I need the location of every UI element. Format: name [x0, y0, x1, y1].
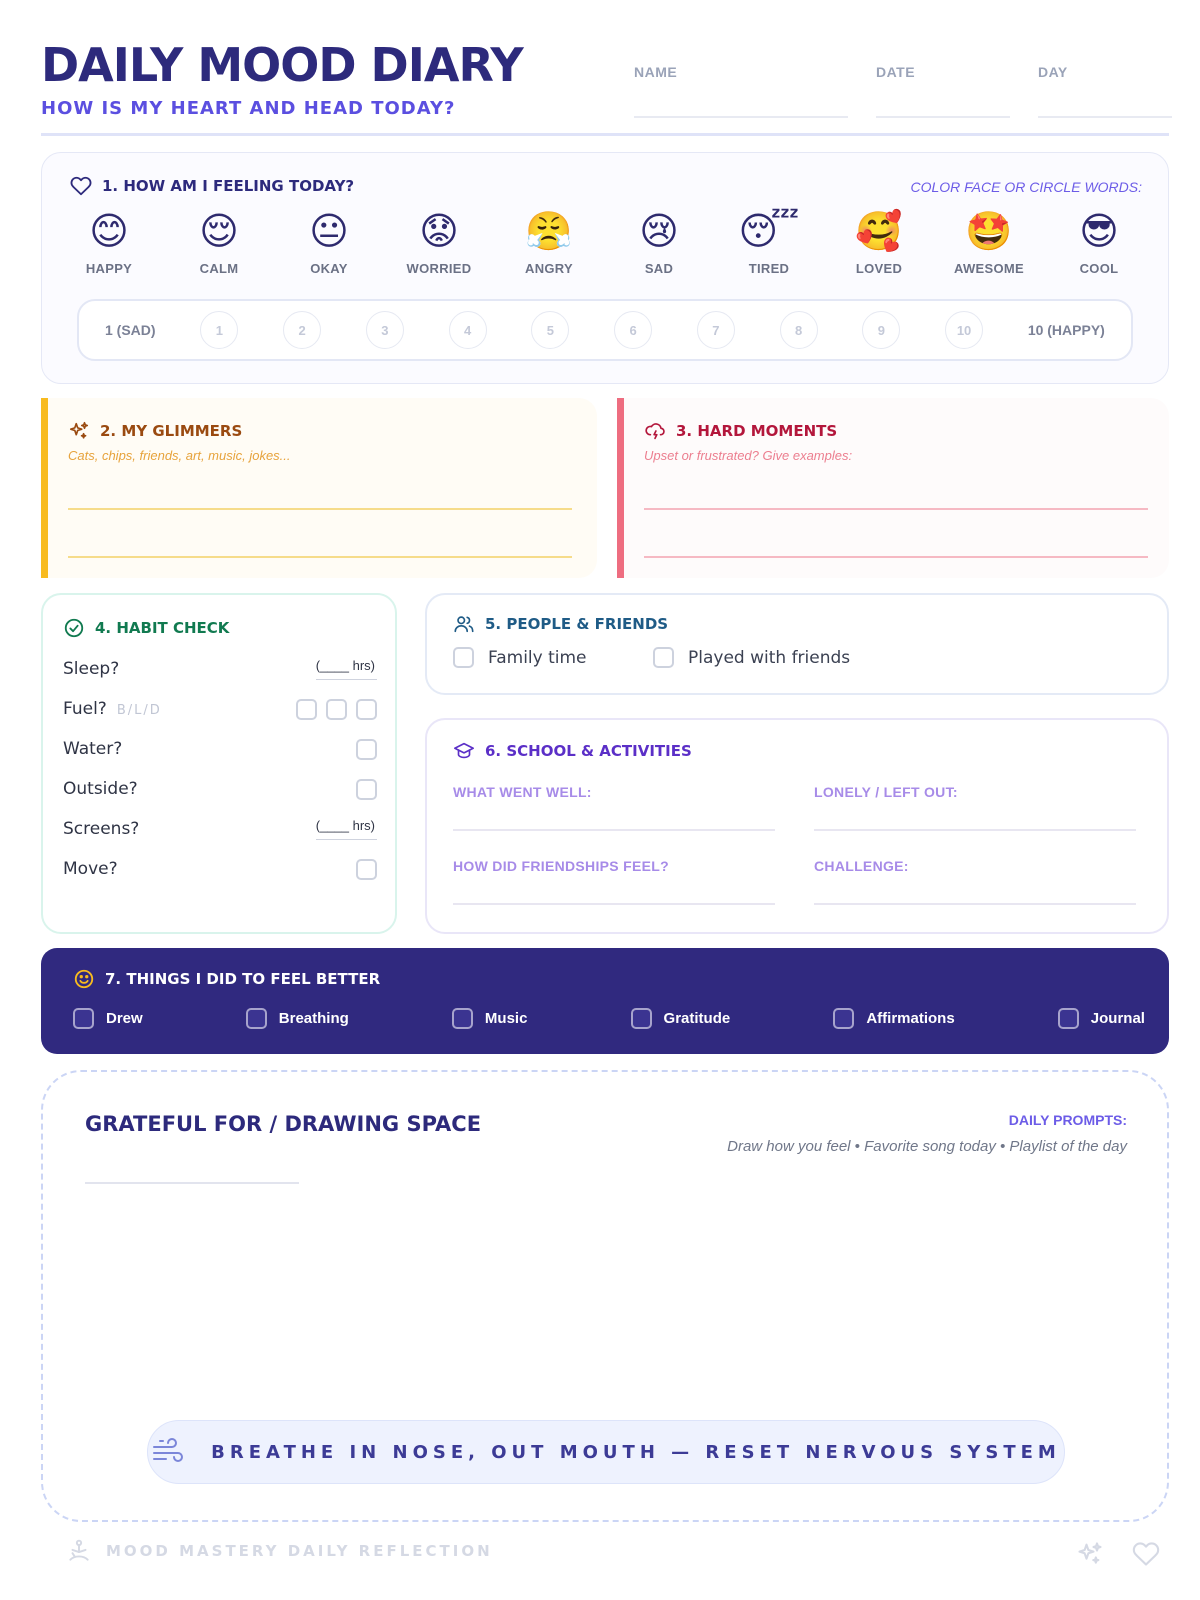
feel-better-title-text: 7. THINGS I DID TO FEEL BETTER [105, 970, 381, 988]
mood-row [64, 209, 1144, 276]
habit-screens [63, 811, 377, 847]
mood-label: OKAY [310, 261, 348, 276]
wind-icon [151, 1438, 185, 1466]
scale-option-6[interactable]: 6 [614, 311, 652, 349]
hard-moments-title-text: 3. HARD MOMENTS [676, 422, 838, 440]
mood-scale [77, 299, 1133, 361]
mood-okay[interactable] [284, 209, 374, 276]
habit-label: Move? [63, 859, 118, 879]
friendships-feel-line [453, 903, 775, 905]
habit-label [63, 699, 162, 719]
mood-label: TIRED [748, 261, 790, 276]
feel-better-card [41, 948, 1169, 1054]
hard-moments-write-line-2[interactable] [644, 556, 1148, 558]
name-field[interactable] [634, 64, 677, 82]
happy-face-icon: 😊 [89, 209, 129, 253]
lunch-checkbox[interactable] [326, 699, 347, 720]
scale-high-label: 10 (HAPPY) [1027, 322, 1105, 338]
hearts-face-icon: 🥰 [855, 209, 903, 253]
friendships-feel-label: HOW DID FRIENDSHIPS FEEL? [453, 858, 669, 874]
breathe-banner [147, 1420, 1065, 1484]
journal-label: Journal [1090, 1010, 1145, 1027]
people-friends-title [453, 613, 668, 635]
gratitude-option[interactable] [631, 1008, 731, 1029]
fuel-checkboxes [296, 699, 377, 720]
mood-calm[interactable] [174, 209, 264, 276]
gratitude-label: Gratitude [663, 1010, 731, 1027]
lonely-left-out-field[interactable] [814, 784, 1136, 802]
fuel-meals-hint: B/L/D [116, 703, 162, 718]
glimmers-title-text: 2. MY GLIMMERS [100, 422, 243, 440]
affirmations-option[interactable] [833, 1008, 954, 1029]
feelings-hint: COLOR FACE OR CIRCLE WORDS: [910, 179, 1142, 195]
drew-option[interactable] [73, 1008, 143, 1029]
sunglasses-face-icon: 😎 [1079, 209, 1119, 253]
music-label: Music [484, 1010, 528, 1027]
day-field-label: DAY [1038, 64, 1068, 80]
neutral-face-icon: 😐 [309, 209, 349, 253]
habit-outside [63, 771, 377, 807]
date-field-label: DATE [876, 64, 916, 80]
challenge-field[interactable] [814, 858, 1136, 876]
name-field-line [634, 116, 848, 118]
breathing-option[interactable] [246, 1008, 349, 1029]
page-header [41, 36, 1169, 136]
dinner-checkbox[interactable] [356, 699, 377, 720]
affirmations-label: Affirmations [866, 1010, 955, 1027]
water-checkbox[interactable] [356, 739, 377, 760]
habit-label: Water? [63, 739, 123, 759]
move-checkbox[interactable] [356, 859, 377, 880]
played-with-friends-label: Played with friends [688, 647, 851, 668]
journal-checkbox[interactable] [1058, 1008, 1079, 1029]
meditation-person-icon [66, 1538, 92, 1564]
affirmations-checkbox[interactable] [833, 1008, 854, 1029]
scale-option-2[interactable]: 2 [283, 311, 321, 349]
glimmers-write-line-1[interactable] [68, 508, 572, 510]
gratitude-checkbox[interactable] [631, 1008, 652, 1029]
storm-cloud-icon [644, 420, 666, 442]
people-friends-title-text: 5. PEOPLE & FRIENDS [485, 615, 669, 633]
challenge-label: CHALLENGE: [814, 858, 909, 874]
mood-awesome[interactable] [944, 209, 1034, 276]
hard-moments-card [617, 398, 1169, 578]
family-time-option[interactable] [453, 647, 587, 668]
hard-moments-write-line-1[interactable] [644, 508, 1148, 510]
day-field[interactable] [1038, 64, 1068, 82]
feelings-title [70, 175, 354, 197]
habit-check-title [63, 617, 229, 639]
mood-tired[interactable] [724, 209, 814, 276]
scale-option-8[interactable]: 8 [780, 311, 818, 349]
scale-option-5[interactable]: 5 [531, 311, 569, 349]
scale-option-4[interactable]: 4 [449, 311, 487, 349]
mood-worried[interactable] [394, 209, 484, 276]
page-title: DAILY MOOD DIARY [41, 38, 523, 92]
feelings-card [41, 152, 1169, 384]
habit-label: Outside? [63, 779, 138, 799]
feel-better-title [73, 968, 380, 990]
school-activities-card [425, 718, 1169, 934]
friendships-feel-field[interactable] [453, 858, 775, 876]
heart-icon [1132, 1540, 1160, 1568]
angry-face-icon: 😤 [525, 209, 573, 253]
mood-cool[interactable] [1054, 209, 1144, 276]
date-field-line [876, 116, 1010, 118]
habit-move [63, 851, 377, 887]
name-field-label: NAME [634, 64, 678, 80]
fuel-label: Fuel? [63, 699, 107, 719]
journal-option[interactable] [1058, 1008, 1145, 1029]
glimmers-title [68, 420, 242, 442]
hard-moments-subtitle: Upset or frustrated? Give examples: [644, 448, 853, 463]
hard-moments-title [644, 420, 837, 442]
crying-face-icon: 😢 [639, 209, 679, 253]
scale-low-label: 1 (SAD) [105, 322, 156, 338]
day-field-line [1038, 116, 1172, 118]
date-field[interactable] [876, 64, 915, 82]
scale-option-3[interactable]: 3 [366, 311, 404, 349]
page-footer [66, 1538, 493, 1564]
breakfast-checkbox[interactable] [296, 699, 317, 720]
music-option[interactable] [452, 1008, 528, 1029]
mood-label: LOVED [855, 261, 903, 276]
daily-prompts-text: Draw how you feel • Favorite song today • Playlist of the day [727, 1138, 1127, 1155]
went-well-field[interactable] [453, 784, 775, 802]
mood-sad[interactable] [614, 209, 704, 276]
glimmers-card [41, 398, 597, 578]
school-activities-title-text: 6. SCHOOL & ACTIVITIES [485, 742, 692, 760]
habit-check-title-text: 4. HABIT CHECK [95, 619, 230, 637]
mood-label: HAPPY [85, 261, 133, 276]
graduation-cap-icon [453, 740, 475, 762]
went-well-line [453, 829, 775, 831]
heart-icon [70, 175, 92, 197]
worried-face-icon: 😟 [419, 209, 459, 253]
grateful-write-line[interactable] [85, 1182, 299, 1184]
daily-prompts-label: DAILY PROMPTS: [1008, 1112, 1127, 1128]
breathing-checkbox[interactable] [246, 1008, 267, 1029]
lonely-left-out-line [814, 829, 1136, 831]
played-with-friends-checkbox[interactable] [653, 647, 674, 668]
calm-face-icon: 😌 [199, 209, 239, 253]
star-eyes-face-icon: 🤩 [965, 209, 1013, 253]
mood-label: AWESOME [954, 261, 1024, 276]
habit-water [63, 731, 377, 767]
school-activities-title [453, 740, 692, 762]
family-time-checkbox[interactable] [453, 647, 474, 668]
breathe-text: BREATHE IN NOSE, OUT MOUTH — RESET NERVOUS SYSTEM [211, 1441, 1061, 1463]
drew-label: Drew [106, 1010, 143, 1027]
footer-icons [1076, 1540, 1160, 1568]
mood-label: CALM [199, 261, 239, 276]
went-well-label: WHAT WENT WELL: [453, 784, 592, 800]
mood-happy[interactable] [64, 209, 154, 276]
played-with-friends-option[interactable] [653, 647, 850, 668]
feelings-title-text: 1. HOW AM I FEELING TODAY? [102, 177, 355, 195]
family-time-label: Family time [488, 647, 587, 668]
people-friends-card [425, 593, 1169, 695]
scale-option-10[interactable]: 10 [945, 311, 983, 349]
scale-option-9[interactable]: 9 [862, 311, 900, 349]
music-checkbox[interactable] [452, 1008, 473, 1029]
footer-text: MOOD MASTERY DAILY REFLECTION [106, 1542, 493, 1560]
check-circle-icon [63, 617, 85, 639]
screens-hours-field[interactable]: (____ hrs) [316, 818, 377, 840]
glimmers-write-line-2[interactable] [68, 556, 572, 558]
grateful-drawing-card[interactable] [41, 1070, 1169, 1522]
lonely-left-out-label: LONELY / LEFT OUT: [814, 784, 958, 800]
feel-better-options [73, 1008, 1145, 1029]
mood-label: ANGRY [525, 261, 573, 276]
glimmers-subtitle: Cats, chips, friends, art, music, jokes... [68, 448, 291, 463]
drew-checkbox[interactable] [73, 1008, 94, 1029]
habit-fuel [63, 691, 377, 727]
sparkles-icon [68, 420, 90, 442]
mood-label: SAD [644, 261, 674, 276]
habit-label: Sleep? [63, 659, 120, 679]
grateful-title: GRATEFUL FOR / DRAWING SPACE [85, 1112, 482, 1136]
scale-option-1[interactable]: 1 [200, 311, 238, 349]
people-icon [453, 613, 475, 635]
challenge-line [814, 903, 1136, 905]
mood-label: WORRIED [406, 261, 472, 276]
mood-angry[interactable] [504, 209, 594, 276]
outside-checkbox[interactable] [356, 779, 377, 800]
sleeping-face-icon: 😴 [738, 209, 800, 253]
sparkles-icon [1076, 1540, 1104, 1568]
sleep-hours-field[interactable]: (____ hrs) [316, 658, 377, 680]
mood-loved[interactable] [834, 209, 924, 276]
habit-sleep [63, 651, 377, 687]
breathing-label: Breathing [278, 1010, 349, 1027]
smile-icon [73, 968, 95, 990]
mood-label: COOL [1079, 261, 1119, 276]
scale-option-7[interactable]: 7 [697, 311, 735, 349]
habit-label: Screens? [63, 819, 140, 839]
page-subtitle: HOW IS MY HEART AND HEAD TODAY? [41, 98, 456, 119]
habit-check-card [41, 593, 397, 934]
